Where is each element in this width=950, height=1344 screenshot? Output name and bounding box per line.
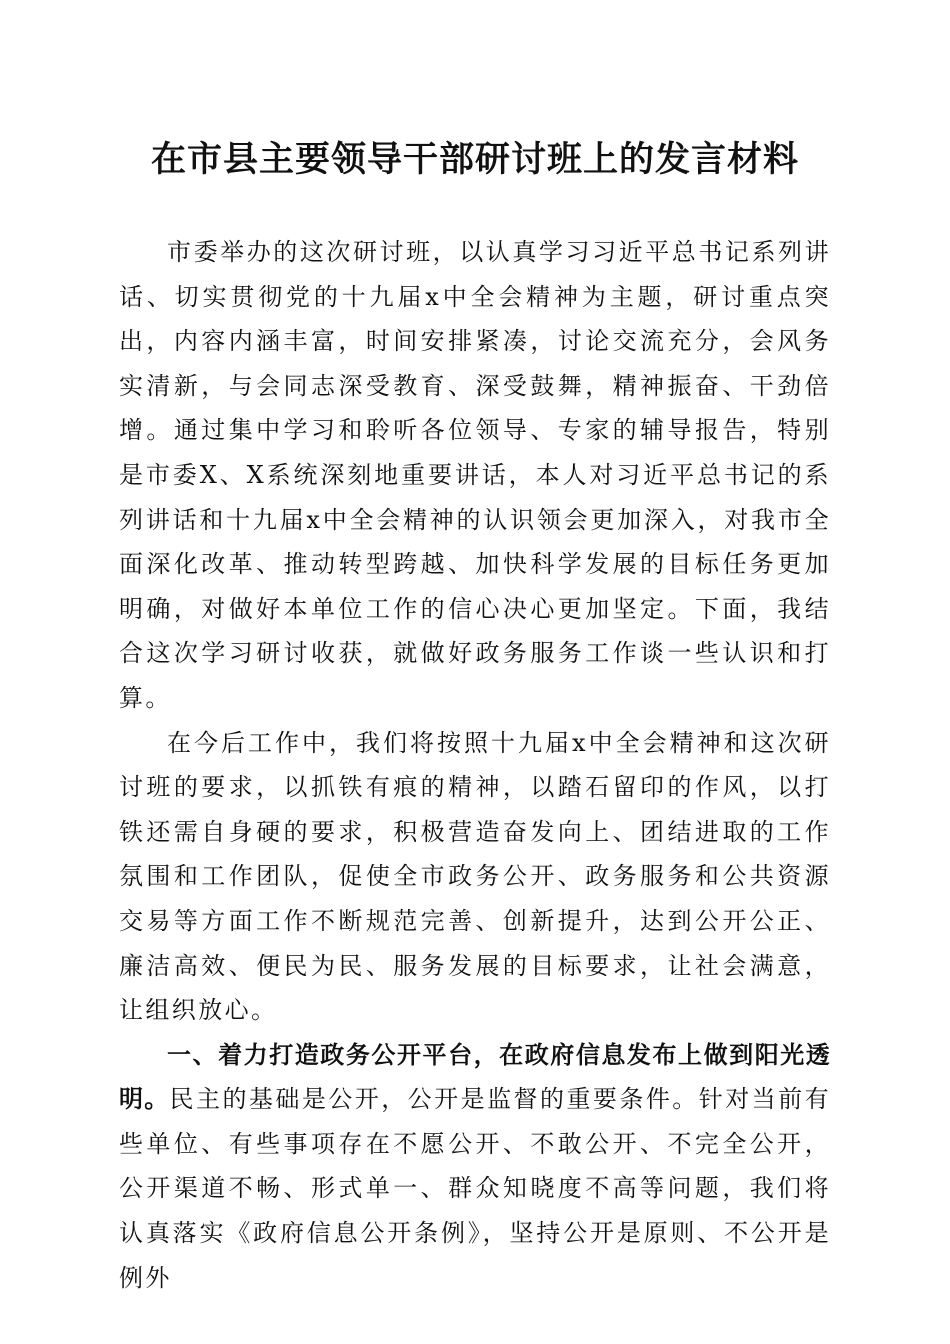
- section-heading: 一、着力打造政务公开平台，在政府信息发布上做到阳光透明。: [119, 1040, 831, 1114]
- paragraph-text: 在今后工作中，我们将按照十九届x中全会精神和这次研讨班的要求，以抓铁有痕的精神，以踏石留印的作风，以打铁还需自身硬的要求，积极营造奋发向上、团结进取的工作氛围和工作团队，促使全市政务公开、政务服务和公共资源交易等方面工作不断规范完善、创新提升，达到公开公正、廉洁高效、便民为民、服务发展的目标要求，让社会满意，让组织放心。: [119, 728, 831, 1025]
- page-title: 在市县主要领导干部研讨班上的发言材料: [150, 139, 799, 180]
- paragraph-text: 市委举办的这次研讨班，以认真学习习近平总书记系列讲话、切实贯彻党的十九届x中全会精神为主题，研讨重点突出，内容内涵丰富，时间安排紧凑，讨论交流充分，会风务实清新，与会同志深受教育、深受鼓舞，精神振奋、干劲倍增。通过集中学习和聆听各位领导、专家的辅导报告，特别是市委X、X系统深刻地重要讲话，本人对习近平总书记的系列讲话和十九届x中全会精神的认识领会更加深入，对我市全面深化改革、推动转型跨越、加快科学发展的目标任务更加明确，对做好本单位工作的信心决心更加坚定。下面，我结合这次学习研讨收获，就做好政务服务工作谈一些认识和打算。: [119, 238, 831, 712]
- paragraph-text: 民主的基础是公开，公开是监督的重要条件。针对当前有些单位、有些事项存在不愿公开、不敢公开、不完全公开，公开渠道不畅、形式单一、群众知晓度不高等问题，我们将认真落实《政府信息公开条例》，坚持公开是原则、不公开是例外: [119, 1085, 832, 1292]
- paragraph-section-one: [119, 1033, 831, 1301]
- paragraph-plan: [119, 721, 831, 1033]
- paragraph-intro: [119, 230, 831, 721]
- document-body: [119, 230, 831, 1300]
